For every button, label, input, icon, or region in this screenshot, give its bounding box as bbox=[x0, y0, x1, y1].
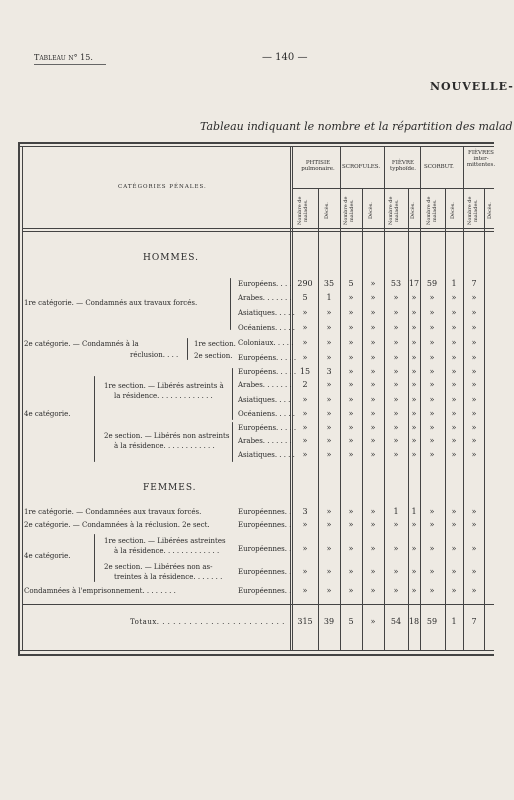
table-cell: 39 bbox=[323, 617, 335, 626]
table-cell: » bbox=[471, 450, 477, 459]
origin-label: Arabes. . . . . . . bbox=[238, 437, 292, 445]
table-cell: » bbox=[411, 450, 417, 459]
subheader-nombre: Nombre de malades. bbox=[426, 196, 438, 226]
table-cell: » bbox=[326, 323, 332, 332]
table-cell: » bbox=[348, 567, 354, 576]
table-cell: » bbox=[326, 436, 332, 445]
subheader-deces: Décès. bbox=[324, 202, 330, 220]
subheader-nombre: Nombre de malades. bbox=[297, 196, 309, 226]
table-cell: » bbox=[471, 353, 477, 362]
table-cell: » bbox=[302, 353, 308, 362]
table-cell: » bbox=[302, 395, 308, 404]
table-cell: » bbox=[370, 586, 376, 595]
table-cell: » bbox=[471, 423, 477, 432]
table-cell: » bbox=[429, 507, 435, 516]
totals-label: Totaux. . . . . . . . . . . . . . . . . . . . . . . . bbox=[130, 618, 285, 626]
table-cell: » bbox=[451, 436, 457, 445]
col-group-fievres-intermittentes: FIÈVRES inter-mittentes. bbox=[466, 150, 496, 168]
section-label: 2e section. — Libérées non as- bbox=[104, 563, 213, 571]
table-cell: » bbox=[393, 380, 399, 389]
origin-label: Européens. . . . . bbox=[238, 354, 297, 362]
row-label: 1re catégorie. — Condamnées aux travaux forcés. bbox=[24, 508, 202, 516]
origin-label: Océaniens. . . . . bbox=[238, 324, 295, 332]
table-cell: » bbox=[326, 409, 332, 418]
table-cell: » bbox=[370, 323, 376, 332]
table-cell: » bbox=[451, 395, 457, 404]
table-cell: » bbox=[302, 436, 308, 445]
origin-label: Asiatiques. . . . bbox=[238, 396, 291, 404]
table-cell: » bbox=[302, 520, 308, 529]
table-bottom-border-2 bbox=[18, 654, 494, 656]
table-cell: 15 bbox=[299, 367, 311, 376]
table-cell: » bbox=[429, 308, 435, 317]
table-cell: » bbox=[370, 293, 376, 302]
table-cell: » bbox=[326, 450, 332, 459]
table-cell: » bbox=[429, 367, 435, 376]
origin-label: Arabes. . . . . . . bbox=[238, 381, 292, 389]
brace bbox=[94, 376, 95, 462]
table-cell: 35 bbox=[323, 279, 335, 288]
table-cell: » bbox=[393, 450, 399, 459]
table-cell: » bbox=[370, 567, 376, 576]
table-cell: » bbox=[370, 353, 376, 362]
origin-label: Coloniaux. . . . . bbox=[238, 339, 294, 347]
table-title: Tableau indiquant le nombre et la répartition des malad bbox=[200, 120, 513, 133]
table-cell: 1 bbox=[393, 507, 399, 516]
origin-label: Européennes. . bbox=[238, 587, 292, 595]
table-cell: » bbox=[429, 436, 435, 445]
group-header-rule bbox=[292, 188, 494, 189]
table-cell: » bbox=[411, 409, 417, 418]
table-cell: » bbox=[411, 380, 417, 389]
table-cell: » bbox=[348, 436, 354, 445]
page-number: — 140 — bbox=[262, 52, 308, 63]
table-cell: » bbox=[326, 586, 332, 595]
section-label: treintes à la résidence. . . . . . . bbox=[114, 573, 223, 581]
col-sep bbox=[318, 188, 319, 650]
table-cell: » bbox=[451, 308, 457, 317]
table-cell: » bbox=[348, 380, 354, 389]
table-cell: » bbox=[471, 586, 477, 595]
origin-label: Asiatiques. . . . . bbox=[238, 451, 295, 459]
table-cell: » bbox=[429, 380, 435, 389]
col-sep bbox=[362, 188, 363, 650]
table-cell: 290 bbox=[297, 279, 313, 288]
table-cell: » bbox=[471, 507, 477, 516]
table-cell: » bbox=[326, 308, 332, 317]
table-cell: » bbox=[393, 567, 399, 576]
table-cell: » bbox=[429, 450, 435, 459]
table-cell: » bbox=[393, 544, 399, 553]
table-cell: » bbox=[471, 380, 477, 389]
table-cell: » bbox=[370, 367, 376, 376]
table-cell: » bbox=[393, 423, 399, 432]
table-cell: » bbox=[471, 520, 477, 529]
table-cell: » bbox=[451, 544, 457, 553]
table-cell: » bbox=[471, 293, 477, 302]
table-cell: 17 bbox=[408, 279, 420, 288]
table-cell: » bbox=[411, 323, 417, 332]
table-cell: 1 bbox=[411, 507, 417, 516]
table-cell: » bbox=[348, 293, 354, 302]
table-cell: 59 bbox=[426, 279, 438, 288]
section-femmes: FEMMES. bbox=[143, 483, 197, 493]
table-cell: » bbox=[411, 520, 417, 529]
table-cell: » bbox=[370, 507, 376, 516]
brace bbox=[232, 422, 233, 462]
section-label: la résidence. . . . . . . . . . . . . bbox=[114, 392, 213, 400]
col-sep bbox=[484, 188, 485, 650]
table-cell: 1 bbox=[451, 279, 457, 288]
table-cell: » bbox=[326, 353, 332, 362]
table-cell: » bbox=[370, 308, 376, 317]
category-label: 4e catégorie. bbox=[24, 552, 71, 560]
table-cell: » bbox=[471, 544, 477, 553]
col-group-scrofules: SCROFULES. bbox=[342, 164, 381, 170]
subheader-nombre: Nombre de malades. bbox=[343, 196, 355, 226]
table-cell: » bbox=[302, 450, 308, 459]
table-cell: » bbox=[393, 293, 399, 302]
table-cell: » bbox=[348, 423, 354, 432]
table-cell: » bbox=[326, 520, 332, 529]
table-cell: » bbox=[471, 395, 477, 404]
table-cell: » bbox=[411, 338, 417, 347]
table-cell: » bbox=[471, 409, 477, 418]
table-cell: » bbox=[393, 308, 399, 317]
table-cell: 18 bbox=[408, 617, 420, 626]
table-cell: » bbox=[471, 436, 477, 445]
tableau-number: Tableau n° 15. bbox=[34, 53, 93, 62]
table-cell: » bbox=[370, 544, 376, 553]
table-cell: » bbox=[411, 353, 417, 362]
table-cell: » bbox=[326, 567, 332, 576]
table-cell: » bbox=[411, 308, 417, 317]
table-cell: » bbox=[302, 423, 308, 432]
categories-header: CATÉGORIES PÉNALES. bbox=[118, 184, 207, 190]
table-cell: 1 bbox=[451, 617, 457, 626]
table-cell: » bbox=[393, 409, 399, 418]
table-cell: » bbox=[370, 617, 376, 626]
section-hommes: HOMMES. bbox=[143, 253, 199, 263]
table-cell: » bbox=[451, 423, 457, 432]
table-cell: » bbox=[411, 567, 417, 576]
row-label: 2e catégorie. — Condamnées à la réclusion. 2e sect. bbox=[24, 521, 210, 529]
section-title: NOUVELLE- bbox=[430, 80, 514, 93]
table-cell: » bbox=[348, 338, 354, 347]
subheader-nombre: Nombre de malades. bbox=[467, 196, 479, 226]
header-bottom-rule bbox=[22, 228, 494, 229]
table-cell: » bbox=[393, 338, 399, 347]
table-cell: » bbox=[370, 520, 376, 529]
table-cell: » bbox=[370, 338, 376, 347]
table-cell: 7 bbox=[471, 617, 477, 626]
table-cell: » bbox=[429, 293, 435, 302]
table-cell: 1 bbox=[326, 293, 332, 302]
col-sep bbox=[408, 188, 409, 650]
table-cell: » bbox=[393, 586, 399, 595]
table-bottom-border bbox=[18, 650, 494, 651]
origin-label: Européens. . . . bbox=[238, 280, 292, 288]
section-label: à la résidence. . . . . . . . . . . . bbox=[114, 442, 215, 450]
subheader-deces: Décès. bbox=[410, 202, 416, 220]
table-cell: » bbox=[302, 308, 308, 317]
origin-label: Européens. . . . . bbox=[238, 424, 297, 432]
table-cell: » bbox=[393, 353, 399, 362]
table-cell: » bbox=[302, 586, 308, 595]
table-cell: » bbox=[348, 353, 354, 362]
origin-label: Européennes. . bbox=[238, 521, 292, 529]
origin-label: Européennes. . bbox=[238, 568, 292, 576]
table-cell: » bbox=[393, 395, 399, 404]
table-cell: » bbox=[302, 567, 308, 576]
table-cell: » bbox=[429, 409, 435, 418]
table-cell: » bbox=[370, 450, 376, 459]
table-cell: » bbox=[348, 395, 354, 404]
table-cell: » bbox=[451, 293, 457, 302]
table-cell: » bbox=[451, 450, 457, 459]
table-cell: » bbox=[471, 308, 477, 317]
table-cell: 5 bbox=[302, 293, 308, 302]
table-cell: » bbox=[451, 323, 457, 332]
table-cell: » bbox=[348, 308, 354, 317]
table-cell: 3 bbox=[302, 507, 308, 516]
totals-top-rule bbox=[22, 604, 494, 605]
table-cell: 54 bbox=[390, 617, 402, 626]
table-cell: » bbox=[451, 353, 457, 362]
table-cell: 315 bbox=[297, 617, 313, 626]
table-cell: 53 bbox=[390, 279, 402, 288]
brace bbox=[230, 278, 231, 330]
table-cell: 5 bbox=[348, 279, 354, 288]
table-cell: » bbox=[451, 367, 457, 376]
table-cell: » bbox=[451, 409, 457, 418]
col-group-scorbut: SCORBUT. bbox=[424, 164, 454, 170]
category-label: 2e catégorie. — Condamnés à la bbox=[24, 340, 139, 348]
table-cell: » bbox=[302, 544, 308, 553]
col-sep bbox=[445, 188, 446, 650]
category-label: 1re catégorie. — Condamnés aux travaux forcés. bbox=[24, 299, 198, 307]
table-cell: » bbox=[429, 423, 435, 432]
subheader-deces: Décès. bbox=[368, 202, 374, 220]
table-cell: » bbox=[451, 586, 457, 595]
table-cell: » bbox=[348, 450, 354, 459]
table-cell: » bbox=[393, 323, 399, 332]
col-group-phtisie: PHTISIE pulmonaire. bbox=[301, 160, 335, 172]
table-cell: » bbox=[411, 367, 417, 376]
table-cell: » bbox=[451, 380, 457, 389]
table-cell: » bbox=[471, 367, 477, 376]
subheader-deces: Décès. bbox=[487, 202, 493, 220]
table-cell: 2 bbox=[302, 380, 308, 389]
brace bbox=[187, 338, 188, 360]
table-cell: 3 bbox=[326, 367, 332, 376]
table-cell: » bbox=[326, 544, 332, 553]
table-cell: » bbox=[326, 395, 332, 404]
col-sep bbox=[292, 146, 293, 650]
table-cell: » bbox=[348, 544, 354, 553]
table-cell: » bbox=[393, 520, 399, 529]
table-cell: » bbox=[393, 367, 399, 376]
table-cell: » bbox=[370, 395, 376, 404]
table-cell: » bbox=[429, 586, 435, 595]
table-cell: » bbox=[429, 338, 435, 347]
table-cell: » bbox=[348, 323, 354, 332]
origin-label: Asiatiques. . . . . bbox=[238, 309, 295, 317]
origin-label: Européennes. . bbox=[238, 545, 292, 553]
col-group-fievre-typhoide: FIÈVRE typhoïde. bbox=[390, 160, 416, 172]
table-cell: » bbox=[348, 586, 354, 595]
table-cell: » bbox=[411, 436, 417, 445]
table-cell: » bbox=[429, 395, 435, 404]
table-cell: » bbox=[451, 507, 457, 516]
table-cell: » bbox=[429, 544, 435, 553]
section-label: 1re section. — Libérés astreints à bbox=[104, 382, 224, 390]
category-label: 4e catégorie. bbox=[24, 410, 71, 418]
table-cell: » bbox=[370, 423, 376, 432]
table-cell: » bbox=[429, 323, 435, 332]
table-cell: » bbox=[411, 423, 417, 432]
table-cell: » bbox=[326, 507, 332, 516]
table-cell: » bbox=[348, 367, 354, 376]
table-top-border-2 bbox=[18, 146, 494, 147]
section-label: 2e section. bbox=[194, 352, 233, 360]
table-cell: » bbox=[326, 338, 332, 347]
table-cell: » bbox=[411, 586, 417, 595]
section-label: 1re section. bbox=[194, 340, 236, 348]
tableau-underline bbox=[34, 64, 106, 65]
table-cell: » bbox=[471, 323, 477, 332]
table-cell: » bbox=[302, 338, 308, 347]
subheader-deces: Décès. bbox=[450, 202, 456, 220]
category-label: réclusion. . . . bbox=[130, 351, 179, 359]
table-left-border-2 bbox=[22, 146, 23, 650]
table-cell: » bbox=[451, 520, 457, 529]
table-cell: » bbox=[471, 567, 477, 576]
section-label: à la résidence. . . . . . . . . . . . . bbox=[114, 547, 220, 555]
table-cell: » bbox=[370, 436, 376, 445]
table-cell: » bbox=[411, 395, 417, 404]
origin-label: Océaniens. . . . . bbox=[238, 410, 295, 418]
table-cell: » bbox=[326, 380, 332, 389]
origin-label: Arabes. . . . . . . bbox=[238, 294, 292, 302]
table-cell: » bbox=[348, 507, 354, 516]
table-cell: » bbox=[471, 338, 477, 347]
table-cell: » bbox=[429, 567, 435, 576]
table-cell: » bbox=[429, 353, 435, 362]
table-cell: 59 bbox=[426, 617, 438, 626]
table-cell: » bbox=[393, 436, 399, 445]
origin-label: Européens. . . . . bbox=[238, 368, 297, 376]
table-cell: 7 bbox=[471, 279, 477, 288]
brace bbox=[94, 534, 95, 582]
table-cell: » bbox=[370, 380, 376, 389]
table-cell: 5 bbox=[348, 617, 354, 626]
table-cell: » bbox=[348, 409, 354, 418]
section-label: 1re section. — Libérées astreintes bbox=[104, 537, 226, 545]
row-label: Condamnées à l'emprisonnement. . . . . . . . bbox=[24, 587, 176, 595]
col-sep bbox=[384, 146, 385, 650]
table-cell: » bbox=[370, 279, 376, 288]
table-cell: » bbox=[370, 409, 376, 418]
table-cell: » bbox=[451, 338, 457, 347]
header-bottom-rule-2 bbox=[22, 231, 494, 232]
table-cell: » bbox=[429, 520, 435, 529]
table-cell: » bbox=[302, 323, 308, 332]
section-label: 2e section. — Libérés non astreints bbox=[104, 432, 230, 440]
table-cell: » bbox=[411, 293, 417, 302]
subheader-nombre: Nombre de malades. bbox=[388, 196, 400, 226]
table-cell: » bbox=[348, 520, 354, 529]
table-top-border bbox=[18, 142, 494, 144]
table-cell: » bbox=[326, 423, 332, 432]
origin-label: Européennes. . bbox=[238, 508, 292, 516]
brace bbox=[232, 368, 233, 420]
table-cell: » bbox=[302, 409, 308, 418]
table-left-border bbox=[18, 142, 20, 654]
table-cell: » bbox=[411, 544, 417, 553]
table-cell: » bbox=[451, 567, 457, 576]
